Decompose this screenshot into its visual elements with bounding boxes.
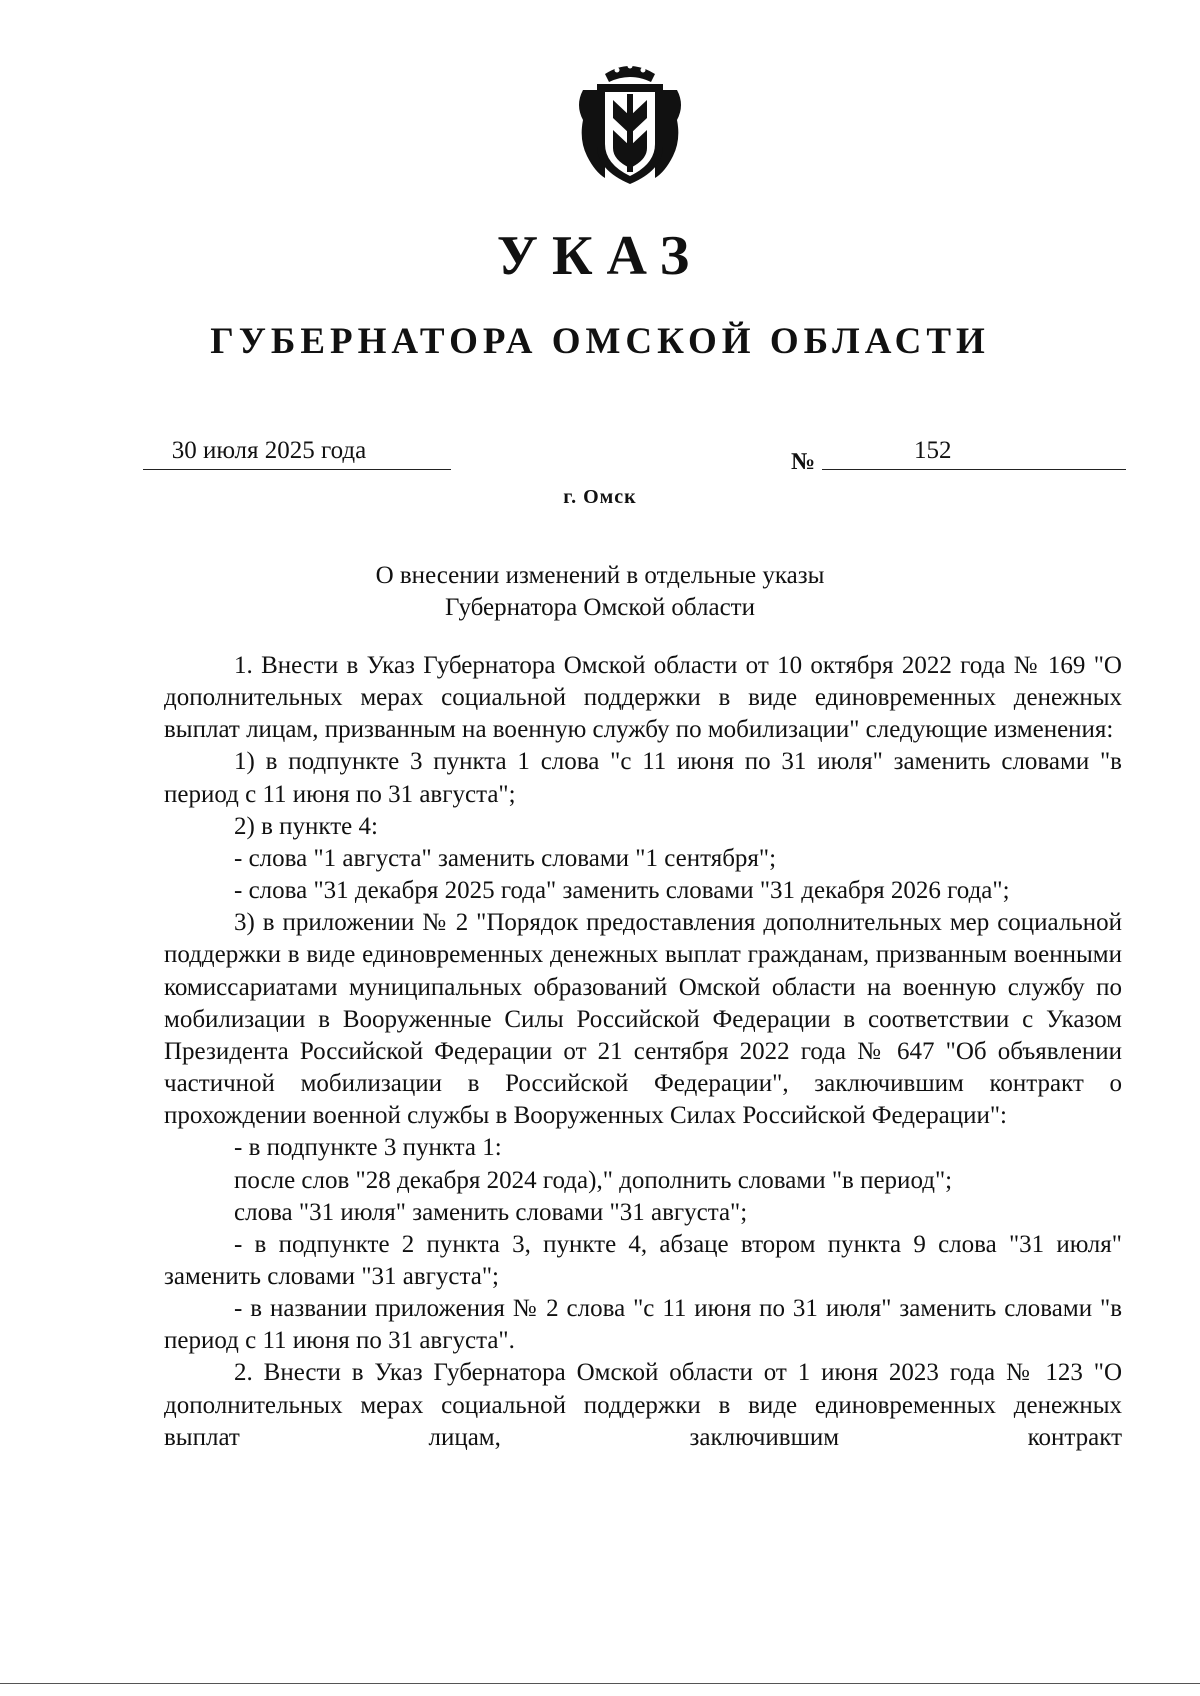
document-date: 30 июля 2025 года	[171, 437, 367, 464]
number-label: №	[791, 449, 816, 475]
paragraph: 2. Внести в Указ Губернатора Омской области от 1 июня 2023 года № 123 "О дополнительных мерах социальной поддержки в виде единовременных денежных выплат лицам, заключившим контракт	[164, 1359, 1122, 1451]
paragraph: - в названии приложения № 2 слова "с 11 июня по 31 июля" заменить словами "в период с 11 июня по 31 августа".	[164, 1295, 1122, 1355]
paragraph: - в подпункте 3 пункта 1:	[234, 1134, 502, 1162]
heading-line: Губернатора Омской области	[445, 594, 755, 621]
number-field	[822, 433, 1126, 470]
paragraph: 3) в приложении № 2 "Порядок предоставления дополнительных мер социальной поддержки в виде единовременных денежных выплат гражданам, призванным военными комиссариатами муниципальных образований Омской области на военную службу по мобилизации в Вооруженные Силы Российской Федерации в соответствии с Указом Президента Российской Федерации от 21 сентября 2022 года № 647 "Об объявлении частичной мобилизации в Российской Федерации", заключившим контракт о прохождении военной службы в Вооруженных Силах Российской Федерации":	[164, 909, 1122, 1130]
paragraph: - слова "1 августа" заменить словами "1 сентября";	[234, 844, 777, 872]
paragraph: слова "31 июля" заменить словами "31 августа";	[234, 1198, 748, 1226]
paragraph: 1) в подпункте 3 пункта 1 слова "с 11 июня по 31 июля" заменить словами "в период с 11 июня по 31 августа";	[164, 748, 1122, 808]
document-heading	[0, 560, 1200, 624]
document-body	[164, 650, 1122, 1454]
page-bottom-divider	[0, 1683, 1200, 1684]
heading-line: О внесении изменений в отдельные указы	[375, 562, 825, 589]
coat-of-arms-emblem	[575, 60, 685, 188]
paragraph: - слова "31 декабря 2025 года" заменить словами "31 декабря 2026 года";	[234, 877, 1010, 905]
document-subtitle: ГУБЕРНАТОРА ОМСКОЙ ОБЛАСТИ	[210, 321, 990, 362]
paragraph: 1. Внести в Указ Губернатора Омской области от 10 октября 2022 года № 169 "О дополнительных мерах социальной поддержки в виде единовременных денежных выплат лицам, призванным на военную службу по мобилизации" следующие изменения:	[164, 652, 1122, 744]
paragraph: после слов "28 декабря 2024 года)," дополнить словами "в период";	[234, 1166, 953, 1194]
date-field	[143, 433, 451, 470]
document-title: УКАЗ	[496, 225, 704, 287]
document-number: 152	[914, 437, 952, 464]
city: г. Омск	[563, 486, 637, 508]
paragraph: 2) в пункте 4:	[234, 812, 378, 840]
paragraph: - в подпункте 2 пункта 3, пункте 4, абзаце втором пункта 9 слова "31 июля" заменить словами "31 августа";	[164, 1230, 1122, 1290]
omsk-emblem-icon	[575, 60, 685, 188]
